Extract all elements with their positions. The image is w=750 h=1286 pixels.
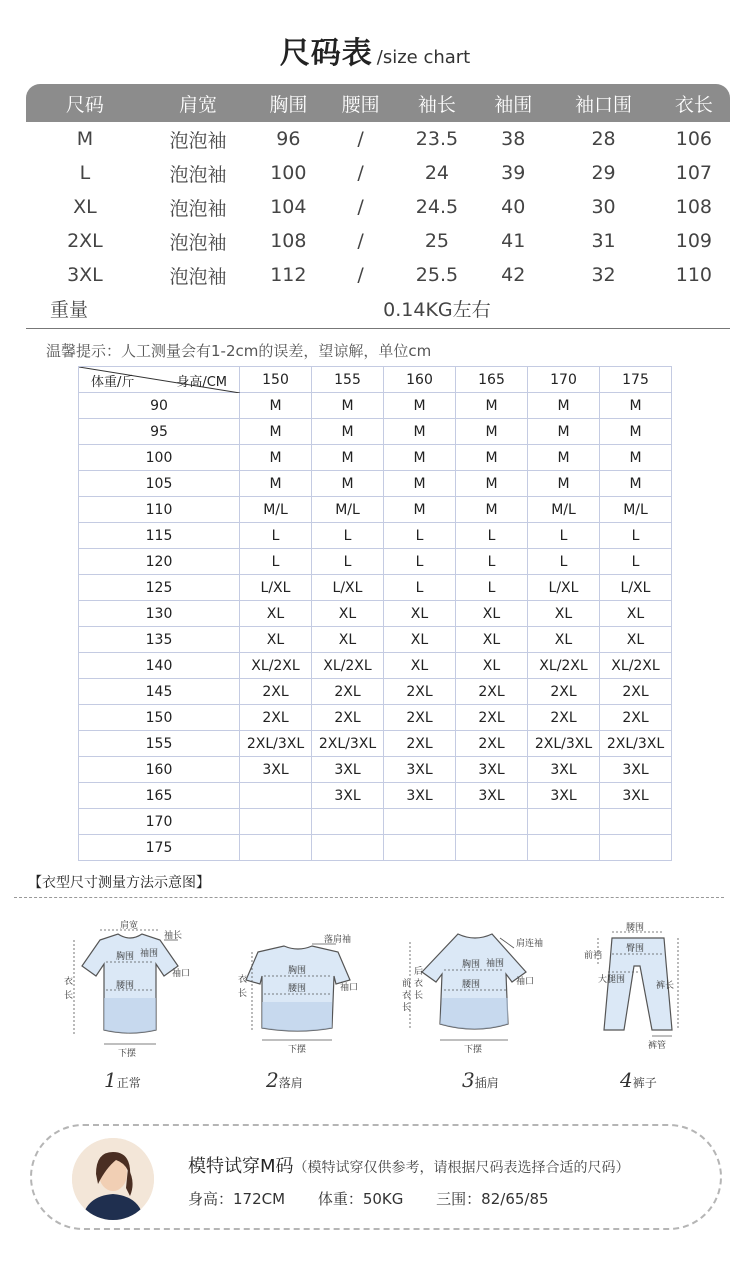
size-cell: 3XL [67, 264, 103, 286]
label-front: 前 [402, 979, 412, 989]
size-recommendation-cell: XL/2XL [312, 653, 384, 679]
size-recommendation-cell: 2XL [312, 679, 384, 705]
model-measurements [188, 1188, 577, 1209]
dashed-divider [14, 897, 724, 898]
tshirt-normal-icon [60, 918, 200, 1058]
label-front-rise: 前裆 [584, 951, 603, 961]
caption-number: 1 [104, 1068, 117, 1092]
weight-row [79, 653, 672, 679]
size-cell: 110 [675, 264, 712, 286]
tshirt-raglan-icon [400, 918, 550, 1058]
size-recommendation-cell: 2XL/3XL [240, 731, 312, 757]
model-height: 身高：172CM [188, 1190, 286, 1208]
weight-row [26, 292, 730, 324]
label-sleeve-width: 袖围 [486, 959, 505, 969]
size-recommendation-cell: L/XL [312, 575, 384, 601]
label-cuff: 袖口 [516, 977, 535, 987]
size-recommendation-cell [240, 835, 312, 861]
size-recommendation-cell: M [528, 471, 600, 497]
size-recommendation-cell: 3XL [528, 783, 600, 809]
size-recommendation-cell: 2XL [528, 705, 600, 731]
size-recommendation-cell: M [240, 393, 312, 419]
label-length-1: 衣 [64, 977, 74, 987]
size-cell: 104 [270, 196, 307, 218]
weight-row [79, 731, 672, 757]
size-recommendation-cell [240, 809, 312, 835]
size-recommendation-cell: M [384, 419, 456, 445]
diagram-drop-shoulder [228, 918, 368, 1058]
weight-header-cell: 140 [79, 653, 240, 679]
size-recommendation-cell: 3XL [384, 783, 456, 809]
label-waist: 腰围 [626, 923, 645, 933]
size-recommendation-cell [528, 835, 600, 861]
size-cell: 107 [675, 162, 712, 184]
size-cell: 泡泡袖 [169, 129, 227, 152]
size-row [26, 190, 730, 224]
size-cell: 泡泡袖 [169, 231, 227, 254]
size-cell: 41 [501, 230, 526, 252]
size-recommendation-cell: XL [384, 627, 456, 653]
label-waist: 腰围 [288, 984, 307, 994]
size-recommendation-cell: XL [600, 627, 672, 653]
weight-row [79, 445, 672, 471]
size-recommendation-cell: M [528, 393, 600, 419]
size-recommendation-cell: M [240, 445, 312, 471]
caption-pants [620, 1068, 657, 1092]
size-recommendation-cell: L [528, 523, 600, 549]
size-recommendation-cell: XL/2XL [600, 653, 672, 679]
caption-raglan [462, 1068, 499, 1092]
label-hem: 下摆 [464, 1045, 483, 1055]
weight-header-cell: 130 [79, 601, 240, 627]
weight-header-cell: 95 [79, 419, 240, 445]
model-size-note: （模特试穿仅供参考，请根据尺码表选择合适的尺码） [293, 1160, 630, 1176]
size-cell: 40 [501, 196, 526, 218]
size-recommendation-cell: XL [240, 601, 312, 627]
size-row [26, 258, 730, 292]
size-recommendation-cell: 3XL [456, 757, 528, 783]
height-header-cell: 160 [384, 367, 456, 393]
size-recommendation-cell: 3XL [456, 783, 528, 809]
weight-row [79, 809, 672, 835]
weight-header-cell: 150 [79, 705, 240, 731]
size-recommendation-cell: L [456, 523, 528, 549]
size-recommendation-cell: M [384, 393, 456, 419]
size-header-cell: 腰围 [324, 84, 396, 122]
weight-header-cell: 100 [79, 445, 240, 471]
measure-tip: 温馨提示：人工测量会有1-2cm的误差，望谅解，单位cm [46, 342, 432, 360]
pants-icon [584, 918, 694, 1058]
caption-drop-shoulder [266, 1068, 303, 1092]
size-recommendation-cell: 2XL [456, 679, 528, 705]
size-cell: 31 [591, 230, 616, 252]
size-recommendation-cell: L [312, 549, 384, 575]
label-waist: 腰围 [116, 981, 135, 991]
size-recommendation-cell [600, 809, 672, 835]
weight-label: 重量 [50, 298, 89, 321]
label-drop-sleeve: 落肩袖 [324, 935, 352, 945]
model-portrait-icon [72, 1138, 154, 1220]
size-recommendation-cell: M [240, 419, 312, 445]
size-recommendation-cell: XL [456, 653, 528, 679]
tshirt-drop-shoulder-icon [228, 918, 368, 1058]
size-recommendation-cell: L [528, 549, 600, 575]
caption-number: 2 [266, 1068, 279, 1092]
size-recommendation-cell: 3XL [240, 757, 312, 783]
size-recommendation-cell: XL [600, 601, 672, 627]
label-raglan-sleeve: 肩连袖 [516, 939, 544, 949]
label-hip: 臀围 [626, 944, 645, 954]
weight-row [79, 471, 672, 497]
size-recommendation-cell: M [456, 445, 528, 471]
size-recommendation-cell: M [384, 471, 456, 497]
height-header-cell: 155 [312, 367, 384, 393]
size-recommendation-cell [528, 809, 600, 835]
model-tried-size [188, 1152, 630, 1178]
size-recommendation-cell: XL [312, 601, 384, 627]
size-recommendation-cell: L [600, 549, 672, 575]
size-recommendation-cell: M [528, 419, 600, 445]
weight-header-cell: 125 [79, 575, 240, 601]
weight-row [79, 523, 672, 549]
weight-row [79, 549, 672, 575]
label-hem: 下摆 [118, 1049, 137, 1058]
label-shoulder: 肩宽 [120, 921, 139, 931]
size-recommendation-cell [312, 835, 384, 861]
size-recommendation-cell: 2XL [384, 679, 456, 705]
size-recommendation-cell: XL/2XL [528, 653, 600, 679]
corner-height-label: 身高/CM [176, 375, 227, 390]
size-recommendation-cell: L [456, 549, 528, 575]
size-recommendation-cell: M [456, 471, 528, 497]
size-header-cell: 尺码 [26, 84, 144, 122]
size-recommendation-cell: 2XL [384, 731, 456, 757]
height-header-cell: 150 [240, 367, 312, 393]
size-recommendation-cell [240, 783, 312, 809]
size-recommendation-cell: XL [384, 601, 456, 627]
size-cell: 24 [424, 162, 450, 184]
size-row [26, 122, 730, 156]
size-recommendation-cell: M/L [528, 497, 600, 523]
weight-row [79, 393, 672, 419]
label-back-long: 长 [414, 991, 424, 1001]
size-recommendation-cell: XL [456, 601, 528, 627]
size-recommendation-cell [600, 835, 672, 861]
size-recommendation-cell: M [240, 471, 312, 497]
size-recommendation-cell: L/XL [240, 575, 312, 601]
size-row [26, 224, 730, 258]
size-recommendation-cell: M [312, 445, 384, 471]
label-back: 后 [414, 967, 424, 977]
label-chest: 胸围 [288, 966, 307, 976]
size-recommendation-cell: L [384, 575, 456, 601]
size-recommendation-cell: L [456, 575, 528, 601]
size-recommendation-cell: 2XL/3XL [600, 731, 672, 757]
size-recommendation-cell: M/L [312, 497, 384, 523]
corner-weight-label: 体重/斤 [91, 375, 135, 390]
size-recommendation-cell: 2XL [456, 705, 528, 731]
size-header-cell: 袖长 [397, 84, 477, 122]
size-recommendation-cell: M [600, 471, 672, 497]
weight-header-cell: 145 [79, 679, 240, 705]
weight-header-cell: 115 [79, 523, 240, 549]
size-recommendation-cell: XL [456, 627, 528, 653]
caption-normal [104, 1068, 141, 1092]
size-cell: 24.5 [415, 196, 459, 218]
size-recommendation-cell: 2XL [600, 705, 672, 731]
label-front-long: 长 [402, 1003, 412, 1013]
size-recommendation-cell: M [456, 419, 528, 445]
size-cell: / [357, 230, 364, 252]
size-recommendation-cell [312, 809, 384, 835]
label-length-2: 长 [64, 991, 74, 1001]
size-cell: / [357, 128, 364, 150]
size-recommendation-cell: 2XL/3XL [528, 731, 600, 757]
size-recommendation-cell: 2XL/3XL [312, 731, 384, 757]
size-recommendation-cell [456, 809, 528, 835]
size-recommendation-cell: L [384, 549, 456, 575]
label-hem: 下摆 [288, 1045, 307, 1055]
size-recommendation-cell: XL [528, 601, 600, 627]
size-recommendation-cell [384, 835, 456, 861]
size-recommendation-cell: M [456, 497, 528, 523]
size-header-cell: 肩宽 [144, 84, 252, 122]
label-thigh: 大腿围 [598, 975, 626, 985]
diagram-normal [60, 918, 200, 1058]
size-cell: 109 [675, 230, 712, 252]
table-corner [79, 367, 240, 393]
size-header-cell: 胸围 [252, 84, 324, 122]
label-back-length: 衣 [414, 979, 424, 989]
weight-row [79, 835, 672, 861]
size-cell: 42 [501, 264, 526, 286]
size-recommendation-cell: M [600, 393, 672, 419]
size-cell: 25 [424, 230, 450, 252]
weight-height-table [78, 366, 672, 861]
size-recommendation-cell: 2XL [600, 679, 672, 705]
model-weight: 体重：50KG [317, 1190, 404, 1208]
label-front-length: 衣 [402, 991, 412, 1001]
weight-row [79, 419, 672, 445]
size-recommendation-cell: XL [312, 627, 384, 653]
size-cell: 泡泡袖 [169, 197, 227, 220]
size-recommendation-cell: L [600, 523, 672, 549]
size-recommendation-cell: M [456, 393, 528, 419]
size-recommendation-cell: 3XL [384, 757, 456, 783]
height-header-cell: 165 [456, 367, 528, 393]
size-cell: / [357, 162, 364, 184]
measure-section-title: 【衣型尺寸测量方法示意图】 [28, 875, 210, 891]
size-recommendation-cell: M [600, 445, 672, 471]
label-length-2: 长 [238, 989, 248, 999]
size-cell: 100 [270, 162, 307, 184]
size-recommendation-cell: 3XL [528, 757, 600, 783]
size-recommendation-cell: M [600, 419, 672, 445]
size-cell: XL [73, 196, 97, 218]
label-sleeve-width: 袖围 [140, 949, 159, 959]
caption-label: 正常 [116, 1076, 141, 1090]
size-cell: 32 [591, 264, 616, 286]
size-recommendation-cell: M/L [240, 497, 312, 523]
label-waist: 腰围 [462, 980, 481, 990]
label-cuff: 袖口 [172, 969, 191, 979]
size-cell: 23.5 [415, 128, 459, 150]
model-bust-waist-hip: 三围：82/65/85 [436, 1190, 549, 1208]
title-main: 尺码表 [279, 36, 373, 71]
size-header-cell: 袖围 [477, 84, 549, 122]
weight-row [79, 497, 672, 523]
size-cell: 106 [675, 128, 712, 150]
weight-row [79, 705, 672, 731]
size-cell: / [357, 264, 364, 286]
size-recommendation-cell: M [384, 497, 456, 523]
divider [26, 328, 730, 329]
weight-header-cell: 120 [79, 549, 240, 575]
caption-label: 插肩 [474, 1076, 499, 1090]
diagram-pants [584, 918, 694, 1058]
label-cuff: 袖口 [340, 983, 359, 993]
weight-header-cell: 90 [79, 393, 240, 419]
size-cell: 108 [675, 196, 712, 218]
weight-header-cell: 175 [79, 835, 240, 861]
size-cell: 29 [591, 162, 616, 184]
size-recommendation-cell: XL [528, 627, 600, 653]
size-recommendation-cell: M [528, 445, 600, 471]
size-recommendation-cell: L/XL [600, 575, 672, 601]
weight-header-cell: 155 [79, 731, 240, 757]
size-recommendation-cell: XL [384, 653, 456, 679]
size-recommendation-cell: 2XL [384, 705, 456, 731]
size-recommendation-cell: L/XL [528, 575, 600, 601]
size-recommendation-cell: 2XL [240, 705, 312, 731]
size-header-cell: 衣长 [658, 84, 730, 122]
size-cell: 38 [501, 128, 526, 150]
weight-row [79, 627, 672, 653]
caption-number: 3 [462, 1068, 475, 1092]
title-sub: /size chart [376, 47, 471, 68]
size-cell: 28 [591, 128, 616, 150]
weight-row [79, 575, 672, 601]
size-cell: 39 [501, 162, 526, 184]
size-recommendation-cell: 3XL [600, 783, 672, 809]
weight-row [79, 783, 672, 809]
size-cell: 2XL [67, 230, 103, 252]
size-recommendation-cell: XL [240, 627, 312, 653]
label-length-1: 衣 [238, 975, 248, 985]
weight-header-cell: 165 [79, 783, 240, 809]
size-cell: 112 [270, 264, 307, 286]
size-recommendation-cell: L [240, 549, 312, 575]
weight-row [79, 757, 672, 783]
height-header-cell: 175 [600, 367, 672, 393]
size-recommendation-cell: 2XL [456, 731, 528, 757]
weight-value: 0.14KG左右 [383, 298, 491, 321]
size-recommendation-cell: XL/2XL [240, 653, 312, 679]
size-recommendation-cell: L [240, 523, 312, 549]
size-cell: 30 [591, 196, 616, 218]
size-recommendation-cell: 3XL [312, 783, 384, 809]
label-chest: 胸围 [116, 952, 135, 962]
size-recommendation-cell: M [312, 419, 384, 445]
label-pant-length: 裤长 [656, 981, 675, 991]
size-cell: 108 [270, 230, 307, 252]
weight-row [79, 679, 672, 705]
weight-header-cell: 105 [79, 471, 240, 497]
label-leg-opening: 裤管 [648, 1041, 667, 1051]
weight-header-cell: 160 [79, 757, 240, 783]
size-recommendation-cell: 2XL [312, 705, 384, 731]
size-recommendation-cell: M [384, 445, 456, 471]
caption-number: 4 [620, 1068, 633, 1092]
size-recommendation-cell: L [384, 523, 456, 549]
caption-label: 裤子 [632, 1076, 657, 1090]
size-recommendation-cell: M [312, 471, 384, 497]
diagram-raglan [400, 918, 550, 1058]
size-recommendation-cell: M [312, 393, 384, 419]
size-cell: 96 [276, 128, 301, 150]
label-sleeve-length: 袖长 [164, 931, 183, 941]
model-avatar [72, 1138, 154, 1220]
weight-header-cell: 110 [79, 497, 240, 523]
size-cell: L [79, 162, 91, 184]
size-cell: / [357, 196, 364, 218]
size-header-cell: 袖口围 [549, 84, 657, 122]
caption-label: 落肩 [278, 1076, 303, 1090]
size-recommendation-cell: 3XL [312, 757, 384, 783]
size-recommendation-cell: M/L [600, 497, 672, 523]
size-recommendation-cell [456, 835, 528, 861]
size-recommendation-cell [384, 809, 456, 835]
size-row [26, 156, 730, 190]
size-recommendation-cell: L [312, 523, 384, 549]
weight-header-cell: 135 [79, 627, 240, 653]
size-cell: 泡泡袖 [169, 163, 227, 186]
size-cell: 25.5 [415, 264, 459, 286]
size-chart-table [26, 84, 730, 324]
size-cell: M [76, 128, 94, 150]
label-chest: 胸围 [462, 960, 481, 970]
page-title [0, 28, 750, 72]
size-recommendation-cell: 2XL [240, 679, 312, 705]
height-header-cell: 170 [528, 367, 600, 393]
size-cell: 泡泡袖 [169, 265, 227, 288]
model-size-main: 模特试穿M码 [188, 1156, 294, 1177]
size-recommendation-cell: 3XL [600, 757, 672, 783]
size-recommendation-cell: 2XL [528, 679, 600, 705]
weight-header-cell: 170 [79, 809, 240, 835]
weight-row [79, 601, 672, 627]
